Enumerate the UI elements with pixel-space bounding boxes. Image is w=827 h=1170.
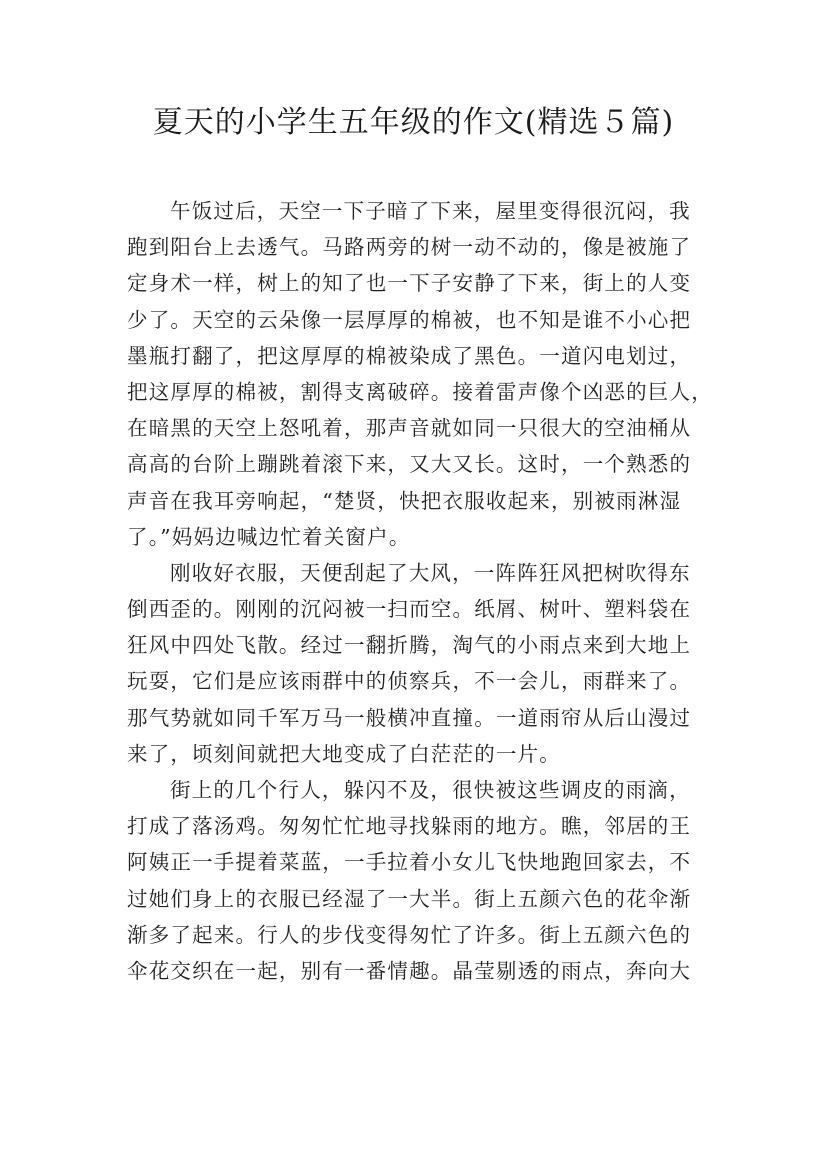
text-line: 墨瓶打翻了，把这厚厚的棉被染成了黑色。一道闪电划过， <box>127 343 692 368</box>
text-line: 跑到阳台上去透气。马路两旁的树一动不动的，像是被施了 <box>127 235 692 260</box>
text-line: 高高的台阶上蹦跳着滚下来，又大又长。这时，一个熟悉的 <box>127 452 692 477</box>
text-line: 来了，顷刻间就把大地变成了白茫茫的一片。 <box>127 741 561 766</box>
text-line: 渐多了起来。行人的步伐变得匆忙了许多。街上五颜六色的 <box>127 922 692 947</box>
text-line: 定身术一样，树上的知了也一下子安静了下来，街上的人变 <box>127 271 692 296</box>
paragraph-3 <box>127 772 707 989</box>
text-line: 街上的几个行人，躲闪不及，很快被这些调皮的雨滴， <box>170 778 691 802</box>
text-line: 少了。天空的云朵像一层厚厚的棉被，也不知是谁不小心把 <box>127 307 692 332</box>
text-line: 阿姨正一手提着菜蓝，一手拉着小女儿飞快地跑回家去，不 <box>127 850 692 875</box>
paragraph-2 <box>127 555 707 772</box>
text-line: 打成了落汤鸡。匆匆忙忙地寻找躲雨的地方。瞧，邻居的王 <box>127 814 692 839</box>
text-line: 声音在我耳旁响起，“楚贤，快把衣服收起来，别被雨淋湿 <box>127 488 682 513</box>
text-line: 狂风中四处飞散。经过一翻折腾，淘气的小雨点来到大地上 <box>127 633 692 658</box>
text-line: 把这厚厚的棉被，割得支离破碎。接着雷声像个凶恶的巨人， <box>127 379 713 404</box>
text-line: 伞花交织在一起，别有一番情趣。晶莹剔透的雨点，奔向大 <box>127 958 692 983</box>
paragraph-1 <box>127 193 713 555</box>
text-line: 了。”妈妈边喊边忙着关窗户。 <box>127 524 411 549</box>
text-line: 刚收好衣服，天便刮起了大风，一阵阵狂风把树吹得东 <box>170 560 691 585</box>
article-body <box>127 193 713 989</box>
text-line: 玩耍，它们是应该雨群中的侦察兵，不一会儿，雨群来了。 <box>127 669 692 694</box>
text-line: 过她们身上的衣服已经湿了一大半。街上五颜六色的花伞渐 <box>127 886 692 911</box>
text-line: 倒西歪的。刚刚的沉闷被一扫而空。纸屑、树叶、塑料袋在 <box>127 597 692 622</box>
text-line: 那气势就如同千军万马一般横冲直撞。一道雨帘从后山漫过 <box>127 705 692 730</box>
page-title: 夏天的小学生五年级的作文(精选５篇) <box>152 105 675 140</box>
text-line: 在暗黑的天空上怒吼着，那声音就如同一只很大的空油桶从 <box>127 416 692 441</box>
text-line: 午饭过后，天空一下子暗了下来，屋里变得很沉闷，我 <box>170 199 691 223</box>
